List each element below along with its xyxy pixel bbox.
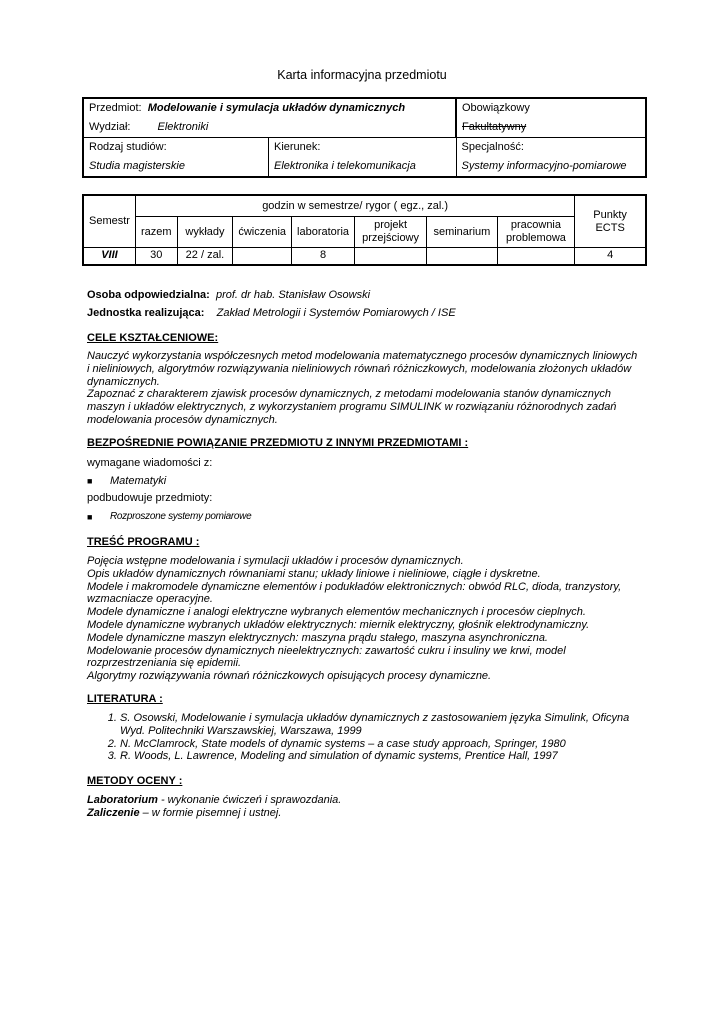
program-text (87, 555, 647, 683)
ects-value: 4 (575, 248, 646, 265)
cwiczenia-value (233, 248, 292, 265)
goals-line: dynamicznych. (87, 375, 160, 388)
subject-label: Przedmiot: (89, 102, 142, 114)
program-line: Modelowanie procesów dynamicznych nieelektrycznych: zawartość cukru i insuliny we krwi, model (87, 644, 566, 657)
assessment-credit (87, 807, 647, 820)
goals-line: modelowania procesów dynamicznych. (87, 413, 278, 426)
col-cwiczenia: ćwiczenia (233, 217, 292, 248)
assessment-lab (87, 794, 647, 807)
goals-heading: CELE KSZTAŁCENIOWE: (87, 332, 219, 344)
program-heading: TREŚĆ PROGRAMU : (87, 536, 200, 548)
program-line: Modele dynamiczne maszyn elektrycznych: maszyna prądu stałego, maszyna asynchroniczna. (87, 631, 548, 644)
program-line: wzmacniacze operacyjne. (87, 593, 213, 606)
literature-item: 2. N. McClamrock, State models of dynamic systems – a case study approach, Springer, 1980 (120, 738, 647, 751)
faculty-value: Elektroniki (157, 121, 209, 133)
col-laboratoria: laboratoria (292, 217, 355, 248)
program-line: Modele dynamiczne i analogi elektryczne wybranych elementów mechanicznych i procesów cieplnych. (87, 606, 586, 619)
faculty-cell (83, 118, 456, 138)
col-razem: razem (135, 217, 177, 248)
responsible-label: Osoba odpowiedzialna: (87, 289, 210, 301)
lab-label: Laboratorium (87, 794, 158, 806)
unit-label: Jednostka realizująca: (87, 307, 205, 319)
program-line: Modele i makromodele dynamiczne elementów i podukładów elektronicznych: obwód RLC, dioda, tranzystory, (87, 580, 622, 593)
literature-list (87, 712, 647, 763)
pracownia-value (497, 248, 575, 265)
goals-line: Nauczyć wykorzystania współczesnych metod modelowania matematycznego procesów dynamicznych liniowych (87, 350, 638, 362)
wyklady-value: 22 / zal. (177, 248, 233, 265)
goals-text (87, 350, 647, 427)
subject-value: Modelowanie i symulacja układów dynamicznych (147, 102, 406, 114)
credit-label: Zaliczenie (87, 807, 140, 819)
bullet-icon: ■ (87, 512, 93, 522)
col-projekt: projekt przejściowy (355, 217, 427, 248)
subject-info-table (82, 97, 647, 178)
specialty-label: Specjalność: (456, 138, 646, 158)
unit (87, 307, 647, 320)
literature-item: 1. S. Osowski, Modelowanie i symulacja układów dynamicznych z zastosowaniem języka Simulink, Oficyna Wyd. Politechniki Warszawskiej, Warszawa, 1999 (120, 712, 647, 738)
faculty-label: Wydział: (89, 121, 131, 133)
required-item: Matematyki (110, 475, 167, 487)
elective-cell: Fakultatywny (456, 118, 646, 138)
laboratoria-value: 8 (292, 248, 355, 265)
ects-header: Punkty ECTS (575, 195, 646, 248)
credit-text: – w formie pisemnej i ustnej. (139, 807, 282, 819)
program-line: Opis układów dynamicznych równaniami stanu; układy liniowe i nieliniowe, ciągłe i dyskretne. (87, 567, 541, 580)
col-wyklady: wykłady (177, 217, 233, 248)
goals-line: i nieliniowych, algorytmów rozwiązywania nieliniowych równań różniczkowych, modelowania złożonych układów (87, 362, 632, 375)
semester-value: VIII (83, 248, 135, 265)
bullet-icon: ■ (87, 476, 93, 486)
hours-header: godzin w semestrze/ rygor ( egz., zal.) (135, 195, 574, 217)
col-pracownia: pracownia problemowa (497, 217, 575, 248)
seminarium-value (427, 248, 497, 265)
goals-line: maszyn i układów elektrycznych, z wykorzystaniem programu SIMULINK w rozwiązaniu różnorodnych zadań (87, 401, 617, 414)
subject-cell (83, 98, 456, 118)
program-line: rozprzestrzeniania się epidemii. (87, 657, 242, 670)
field-label: Kierunek: (269, 138, 457, 158)
lab-text: - wykonanie ćwiczeń i sprawozdania. (157, 794, 342, 806)
responsible-person (87, 289, 647, 302)
program-line: Pojęcia wstępne modelowania i symulacji układów i procesów dynamicznych. (87, 555, 464, 567)
projekt-value (355, 248, 427, 265)
hours-table (82, 194, 647, 266)
col-seminarium: seminarium (427, 217, 497, 248)
builds-label: podbudowuje przedmioty: (87, 492, 213, 504)
assessment-heading: METODY OCENY : (87, 775, 183, 787)
goals-line: Zapoznać z charakterem zjawisk procesów dynamicznych, z metodami modelowania stanów dynamicznych (87, 388, 611, 401)
literature-heading: LITERATURA : (87, 693, 163, 705)
builds-item: Rozproszone systemy pomiarowe (110, 511, 252, 522)
program-line: Modele dynamiczne wybranych układów elektrycznych: miernik elektryczny, głośnik elektrodynamiczny. (87, 618, 590, 631)
page-title: Karta informacyjna przedmiotu (277, 68, 447, 82)
program-line: Algorytmy rozwiązywania równań różniczkowych opisujących procesy dynamiczne. (87, 670, 492, 683)
study-type-label: Rodzaj studiów: (83, 138, 269, 158)
unit-value: Zakład Metrologii i Systemów Pomiarowych / ISE (216, 307, 456, 319)
responsible-value: prof. dr hab. Stanisław Osowski (215, 289, 371, 301)
required-label: wymagane wiadomości z: (87, 457, 213, 469)
obligatory-cell: Obowiązkowy (456, 98, 646, 118)
specialty-value: Systemy informacyjno-pomiarowe (456, 157, 646, 177)
field-value: Elektronika i telekomunikacja (269, 157, 457, 177)
semester-header: Semestr (83, 195, 135, 248)
literature-item: 3. R. Woods, L. Lawrence, Modeling and simulation of dynamic systems, Prentice Hall, 1997 (120, 750, 647, 763)
relations-heading: BEZPOŚREDNIE POWIĄZANIE PRZEDMIOTU Z INNYMI PRZEDMIOTAMI : (87, 437, 469, 449)
razem-value: 30 (135, 248, 177, 265)
literature-list-wrap (87, 712, 647, 763)
study-type-value: Studia magisterskie (83, 157, 269, 177)
